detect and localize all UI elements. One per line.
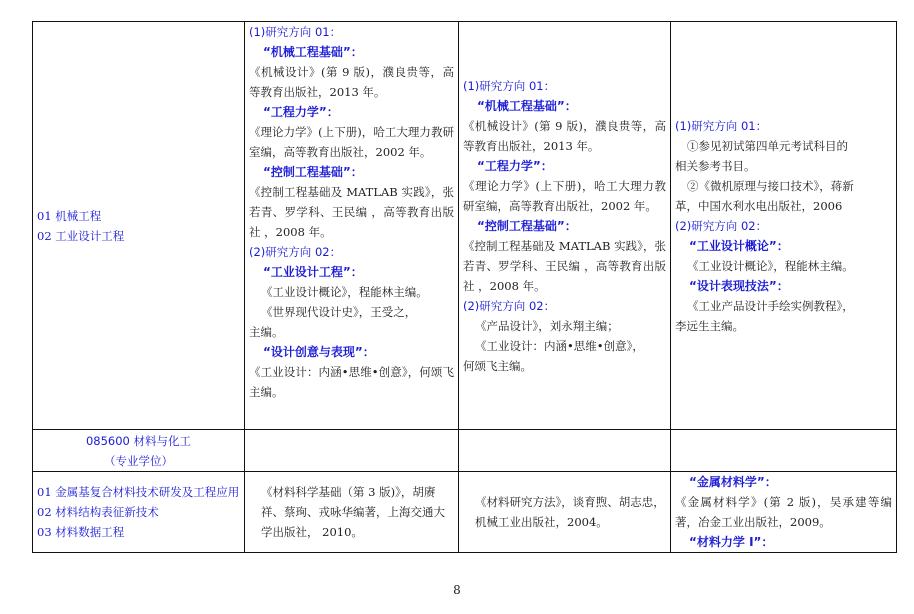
table-row <box>33 472 897 553</box>
book-entry: 《金属材料学》(第 2 版)，吴承建等编著，冶金工业出版社，2009。 <box>675 495 892 529</box>
book-entry: 《世界现代设计史》，王受之， <box>261 305 417 319</box>
book-entry: 《材料研究方法》，谈育煦、胡志忠，机械工业出版社，2004。 <box>475 495 665 529</box>
direction-heading: (2)研究方向 02： <box>463 298 556 313</box>
reference-table <box>32 21 897 553</box>
page-number: 8 <box>453 583 461 597</box>
book-entry: 《理论力学》(上下册)，哈工大理力教研室编，高等教育出版社，2002 年。 <box>249 125 454 159</box>
major-item: 02 材料结构表征新技术 <box>37 505 159 519</box>
subject-title: “控制工程基础”： <box>477 218 577 233</box>
book-entry: 《控制工程基础及 MATLAB 实践》，张若青、罗学科、王民编 ，高等教育出版社 ，2008 年。 <box>463 238 666 293</box>
subject-title: “金属材料学”： <box>689 475 777 489</box>
equivalent-books-cell <box>671 22 897 430</box>
book-entry: 《产品设计》，刘永翔主编； <box>475 318 619 333</box>
book-entry: 相关参考书目。 <box>675 158 756 173</box>
book-entry: 《理论力学》(上下册)，哈工大理力教研室编，高等教育出版社，2002 年。 <box>463 178 666 213</box>
book-entry: 《工业设计概论》，程能林主编。 <box>261 285 428 299</box>
empty-cell <box>459 430 671 472</box>
direction-heading: (1)研究方向 01： <box>249 25 342 39</box>
retest-books-cell <box>459 472 671 553</box>
empty-cell <box>245 430 459 472</box>
book-entry: 何颂飞主编。 <box>463 358 532 373</box>
subject-title: “设计创意与表现”： <box>263 345 375 359</box>
subject-title: “工业设计工程”： <box>263 265 363 279</box>
majors-cell <box>33 22 245 430</box>
equivalent-books-cell <box>671 472 897 553</box>
table-row <box>33 430 897 472</box>
direction-heading: (2)研究方向 02： <box>675 218 768 233</box>
book-entry: 《控制工程基础及 MATLAB 实践》，张若青、罗学科、王民编 ，高等教育出版社 ，2008 年。 <box>249 185 454 239</box>
majors-cell <box>33 472 245 553</box>
direction-heading: (1)研究方向 01： <box>463 78 556 93</box>
subject-title: “工程力学”： <box>477 158 553 173</box>
subject-title: “机械工程基础”： <box>263 45 363 59</box>
subject-title: “设计表现技法”： <box>689 278 789 293</box>
book-entry: 主编。 <box>249 325 284 339</box>
book-entry: ①参见初试第四单元考试科目的 <box>687 138 848 153</box>
book-entry: 《机械设计》(第 9 版)，濮良贵等，高等教育出版社，2013 年。 <box>463 118 666 153</box>
major-item: 02 工业设计工程 <box>37 228 125 243</box>
program-title-cell <box>33 430 245 472</box>
program-type: （专业学位） <box>104 453 173 468</box>
book-entry: 《材料科学基础（第 3 版)》，胡赓祥、蔡珣、戎咏华编著，上海交通大学出版社， 2010。 <box>261 485 445 539</box>
initial-exam-books-cell <box>245 472 459 553</box>
subject-title: “工程力学”： <box>263 105 339 119</box>
empty-cell <box>671 430 897 472</box>
table-row <box>33 22 897 430</box>
book-entry: ②《微机原理与接口技术》，蒋新 <box>687 178 854 193</box>
subject-title: “材料力学 I”： <box>689 535 774 549</box>
subject-title: “工业设计概论”： <box>689 238 789 253</box>
direction-heading: (2)研究方向 02： <box>249 245 342 259</box>
program-title: 085600 材料与化工 <box>85 433 192 448</box>
subject-title: “机械工程基础”： <box>477 98 577 113</box>
book-entry: 《工业设计：内涵•思维•创意》，何颂飞主编。 <box>249 365 454 399</box>
book-entry: 李远生主编。 <box>675 318 744 333</box>
book-entry: 《机械设计》(第 9 版)，濮良贵等，高等教育出版社，2013 年。 <box>249 65 454 99</box>
major-item: 03 材料数据工程 <box>37 525 125 539</box>
subject-title: “控制工程基础”： <box>263 165 363 179</box>
book-entry: 革，中国水利水电出版社，2006 <box>675 198 843 213</box>
retest-books-cell <box>459 22 671 430</box>
book-entry: 《工业设计：内涵•思维•创意》， <box>475 338 644 353</box>
book-entry: 《工业设计概论》，程能林主编。 <box>687 258 854 273</box>
major-item: 01 机械工程 <box>37 208 102 223</box>
initial-exam-books-cell <box>245 22 459 430</box>
direction-heading: (1)研究方向 01： <box>675 118 768 133</box>
book-entry: 《工业产品设计手绘实例教程》， <box>687 298 854 313</box>
major-item: 01 金属基复合材料技术研发及工程应用 <box>37 485 240 499</box>
